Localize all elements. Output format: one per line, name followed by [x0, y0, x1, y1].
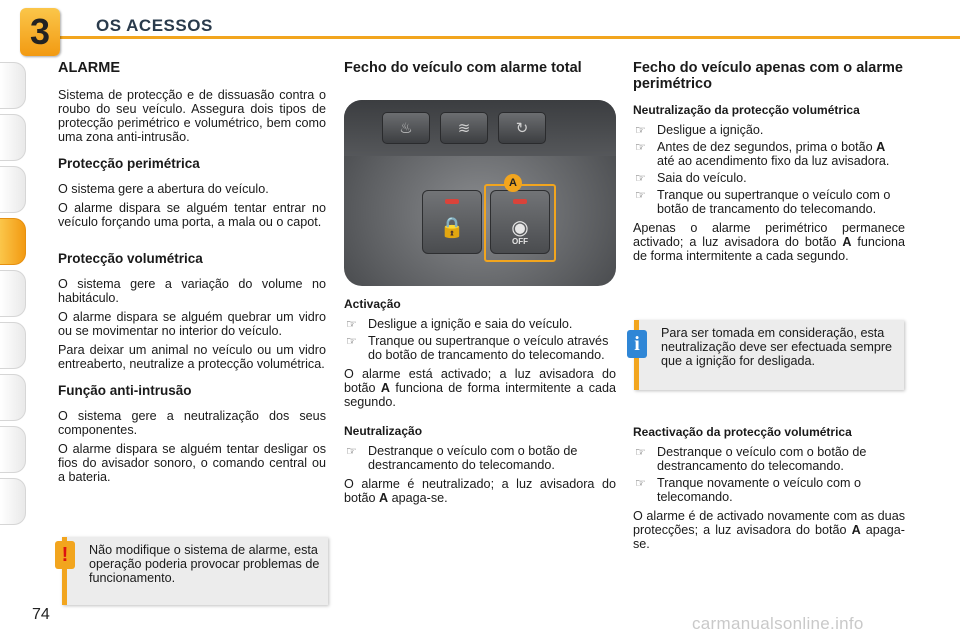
- neutral-result: O alarme é neutralizado; a luz avisadora do botão A apaga-se.: [344, 477, 616, 505]
- list-item-text: Desligue a ignição e saia do veículo.: [368, 317, 573, 331]
- info-icon: i: [627, 330, 647, 358]
- list-item: [344, 444, 616, 472]
- antiintrusion-title: Função anti-intrusão: [58, 383, 192, 398]
- list-item: [633, 445, 905, 473]
- only-perimetric-result: Apenas o alarme perimétrico permanece activado; a luz avisadora do botão A funciona de forma intermitente a cada segundo.: [633, 221, 906, 263]
- column-total-alarm-text: [344, 298, 616, 510]
- header-rule: [60, 36, 960, 39]
- key-a: A: [842, 235, 852, 249]
- info-note-text: Para ser tomada em consideração, esta neutralização deve ser efectuada sempre que a ignição for desligada.: [661, 326, 893, 368]
- volumetric-p1: O sistema gere a variação do volume no habitáculo.: [58, 277, 326, 305]
- key-a: A: [380, 381, 390, 395]
- pointing-hand-icon: ☞: [635, 140, 646, 154]
- list-item: ☞ Saia do veículo.: [635, 171, 747, 185]
- column-reactivation: [633, 426, 905, 556]
- warning-note: [62, 537, 328, 605]
- column-total-alarm: [344, 60, 616, 88]
- list-item: ☞ Desligue a ignição.: [635, 123, 764, 137]
- button-a-highlight: [484, 184, 556, 262]
- chapter-tab-7[interactable]: [0, 374, 26, 421]
- recirculation-icon: ↻: [498, 112, 546, 144]
- column-perimetric-alarm: [633, 60, 905, 268]
- key-a: A: [851, 523, 861, 537]
- list-item: [344, 317, 616, 331]
- key-a: A: [379, 491, 389, 505]
- central-lock-button: [422, 190, 482, 254]
- pointing-hand-icon: ☞: [635, 476, 646, 490]
- list-item-text: Destranque o veículo com o botão de destrancamento do telecomando.: [368, 444, 578, 472]
- chapter-number: 3: [29, 11, 51, 52]
- volumetric-p2: O alarme dispara se alguém quebrar um vidro ou se movimentar no interior do veículo.: [58, 310, 326, 338]
- activation-list: [344, 317, 616, 362]
- perimetric-alarm-title: Fecho do veículo apenas com o alarme perimétrico: [633, 60, 903, 92]
- activation-title: Activação: [344, 297, 401, 311]
- volumetric-p3: Para deixar um animal no veículo ou um vidro entreaberto, neutralize a protecção volumétrica.: [58, 343, 326, 371]
- volumetric-sensor-icon: ◉: [511, 217, 529, 239]
- perimetric-title: Protecção perimétrica: [58, 156, 200, 171]
- reactivation-result: O alarme é de activado novamente com as duas protecções; a luz avisadora do botão A apaga-se.: [633, 509, 905, 551]
- page-number: 74: [32, 606, 50, 623]
- pointing-hand-icon: ☞: [635, 188, 646, 202]
- chapter-tab-8[interactable]: [0, 426, 26, 473]
- alarm-intro: Sistema de protecção e de dissuasão contra o roubo do seu veículo. Assegura dois tipos de protecção perimétrico e volumétrico, bem como uma zona anti-intrusão.: [58, 88, 326, 144]
- chapter-tab-1[interactable]: [0, 62, 26, 109]
- chapter-tab-4-active[interactable]: [0, 218, 26, 265]
- list-item: ☞ Antes de dez segundos, prima o botão A até ao acendimento fixo da luz avisadora.: [635, 140, 890, 168]
- pointing-hand-icon: ☞: [346, 444, 357, 458]
- chapter-tabs: [0, 62, 30, 530]
- total-alarm-title: Fecho do veículo com alarme total: [344, 60, 582, 76]
- chapter-tab-3[interactable]: [0, 166, 26, 213]
- lock-led: [445, 199, 459, 204]
- chapter-badge: [20, 8, 60, 56]
- neutral-title: Neutralização: [344, 424, 423, 438]
- pointing-hand-icon: ☞: [635, 123, 646, 137]
- neutral-list: [344, 444, 616, 472]
- antiintrusion-p2: O alarme dispara se alguém tentar desligar os fios do avisador sonoro, o comando central ou a bateria.: [58, 442, 326, 484]
- pointing-hand-icon: ☞: [635, 171, 646, 185]
- watermark: carmanualsonline.info: [692, 614, 864, 633]
- rear-defrost-icon: ♨: [382, 112, 430, 144]
- exclamation-icon: !: [55, 541, 75, 569]
- warning-note-text: Não modifique o sistema de alarme, esta operação poderia provocar problemas de funcionamento.: [89, 543, 320, 585]
- chapter-tab-2[interactable]: [0, 114, 26, 161]
- list-item: ☞ Tranque ou supertranque o veículo com o botão de trancamento do telecomando.: [635, 188, 891, 216]
- list-item: [344, 334, 616, 362]
- pointing-hand-icon: ☞: [635, 445, 646, 459]
- pointing-hand-icon: ☞: [346, 317, 357, 331]
- button-a-marker: A: [504, 174, 522, 192]
- list-item-text: Tranque ou supertranque o veículo através do botão de trancamento do telecomando.: [368, 334, 609, 362]
- activation-result: O alarme está activado; a luz avisadora do botão A funciona de forma intermitente a cada segundo.: [344, 367, 617, 409]
- pointing-hand-icon: ☞: [346, 334, 357, 348]
- info-note: [634, 320, 904, 390]
- alarm-title: ALARME: [58, 60, 121, 76]
- fan-icon: ≋: [440, 112, 488, 144]
- page-header: [0, 0, 960, 52]
- chapter-tab-6[interactable]: [0, 322, 26, 369]
- page-title: OS ACESSOS: [96, 16, 213, 35]
- list-item: [633, 476, 905, 504]
- reactivation-list: [633, 445, 905, 504]
- alarm-button-photo: [344, 100, 616, 286]
- antiintrusion-p1: O sistema gere a neutralização dos seus componentes.: [58, 409, 326, 437]
- neutral-vol-title: Neutralização da protecção volumétrica: [633, 103, 860, 117]
- volumetric-title: Protecção volumétrica: [58, 251, 203, 266]
- chapter-tab-5[interactable]: [0, 270, 26, 317]
- perimetric-p1: O sistema gere a abertura do veículo.: [58, 182, 269, 196]
- chapter-tab-9[interactable]: [0, 478, 26, 525]
- reactivation-title: Reactivação da protecção volumétrica: [633, 425, 852, 439]
- list-item-text: Tranque novamente o veículo com o telecomando.: [657, 476, 861, 504]
- list-item-text: Destranque o veículo com o botão de destrancamento do telecomando.: [657, 445, 867, 473]
- neutral-vol-list: [633, 123, 905, 216]
- key-a: A: [876, 140, 886, 154]
- column-alarm: [58, 60, 326, 489]
- perimetric-p2: O alarme dispara se alguém tentar entrar no veículo forçando uma porta, a mala ou o capot.: [58, 201, 326, 229]
- padlock-icon: 🔒: [439, 217, 465, 239]
- off-label: OFF: [512, 237, 528, 246]
